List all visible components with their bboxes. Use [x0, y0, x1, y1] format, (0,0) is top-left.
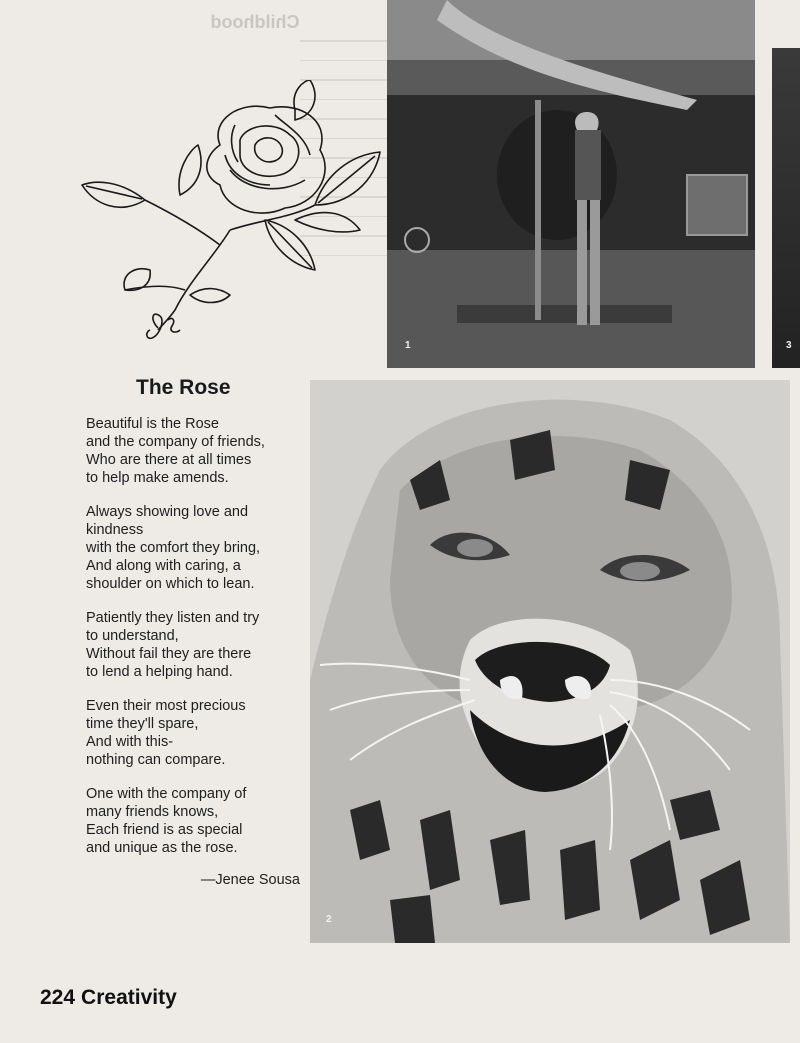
- rose-illustration: [80, 80, 385, 345]
- poem-stanza: [86, 785, 296, 857]
- poem-line: kindness: [86, 522, 144, 538]
- poem-line: time they'll spare,: [86, 716, 199, 732]
- photo-person-under-hand-scene: [387, 0, 755, 368]
- poem-author: —Jenee Sousa: [200, 872, 300, 888]
- poem-line: And with this-: [86, 734, 174, 750]
- page-folio: [40, 986, 240, 1010]
- poem-line: Beautiful is the Rose: [86, 416, 219, 432]
- poem-line: nothing can compare.: [86, 752, 226, 768]
- poem-line: to understand,: [86, 628, 179, 644]
- photo-number: 3: [786, 340, 792, 351]
- page-number: 224: [40, 986, 76, 1009]
- poem-title: The Rose: [136, 376, 231, 399]
- poem-line: many friends knows,: [86, 804, 219, 820]
- poem-line: Who are there at all times: [86, 452, 252, 468]
- poem-line: Without fail they are there: [86, 646, 252, 662]
- poem-line: Even their most precious: [86, 698, 246, 714]
- poem-stanza: [86, 503, 296, 593]
- poem-stanza: [86, 415, 296, 487]
- poem-line: and the company of friends,: [86, 434, 265, 450]
- reverse-page-header: Childhood: [210, 12, 300, 32]
- poem-line: Each friend is as special: [86, 822, 243, 838]
- poem-line: to lend a helping hand.: [86, 664, 233, 680]
- poem-line: Always showing love and: [86, 504, 249, 520]
- photo-person-under-hand: [387, 0, 755, 368]
- poem-line: One with the company of: [86, 786, 247, 802]
- poem-stanza: [86, 697, 296, 769]
- photo-partial-right: [772, 48, 800, 368]
- cougar-painting-art: [310, 380, 790, 943]
- poem-line: shoulder on which to lean.: [86, 576, 255, 592]
- poem-stanza: [86, 609, 296, 681]
- poem-line: And along with caring, a: [86, 558, 241, 574]
- poem-line: to help make amends.: [86, 470, 229, 486]
- poem-line: with the comfort they bring,: [86, 540, 261, 556]
- poem-line: and unique as the rose.: [86, 840, 238, 856]
- photo-cougar-painting: [310, 380, 790, 943]
- section-name: Creativity: [81, 986, 177, 1009]
- poem-body: [86, 415, 296, 873]
- photo-number: 2: [326, 914, 332, 925]
- poem-line: Patiently they listen and try: [86, 610, 260, 626]
- photo-number: 1: [405, 340, 411, 351]
